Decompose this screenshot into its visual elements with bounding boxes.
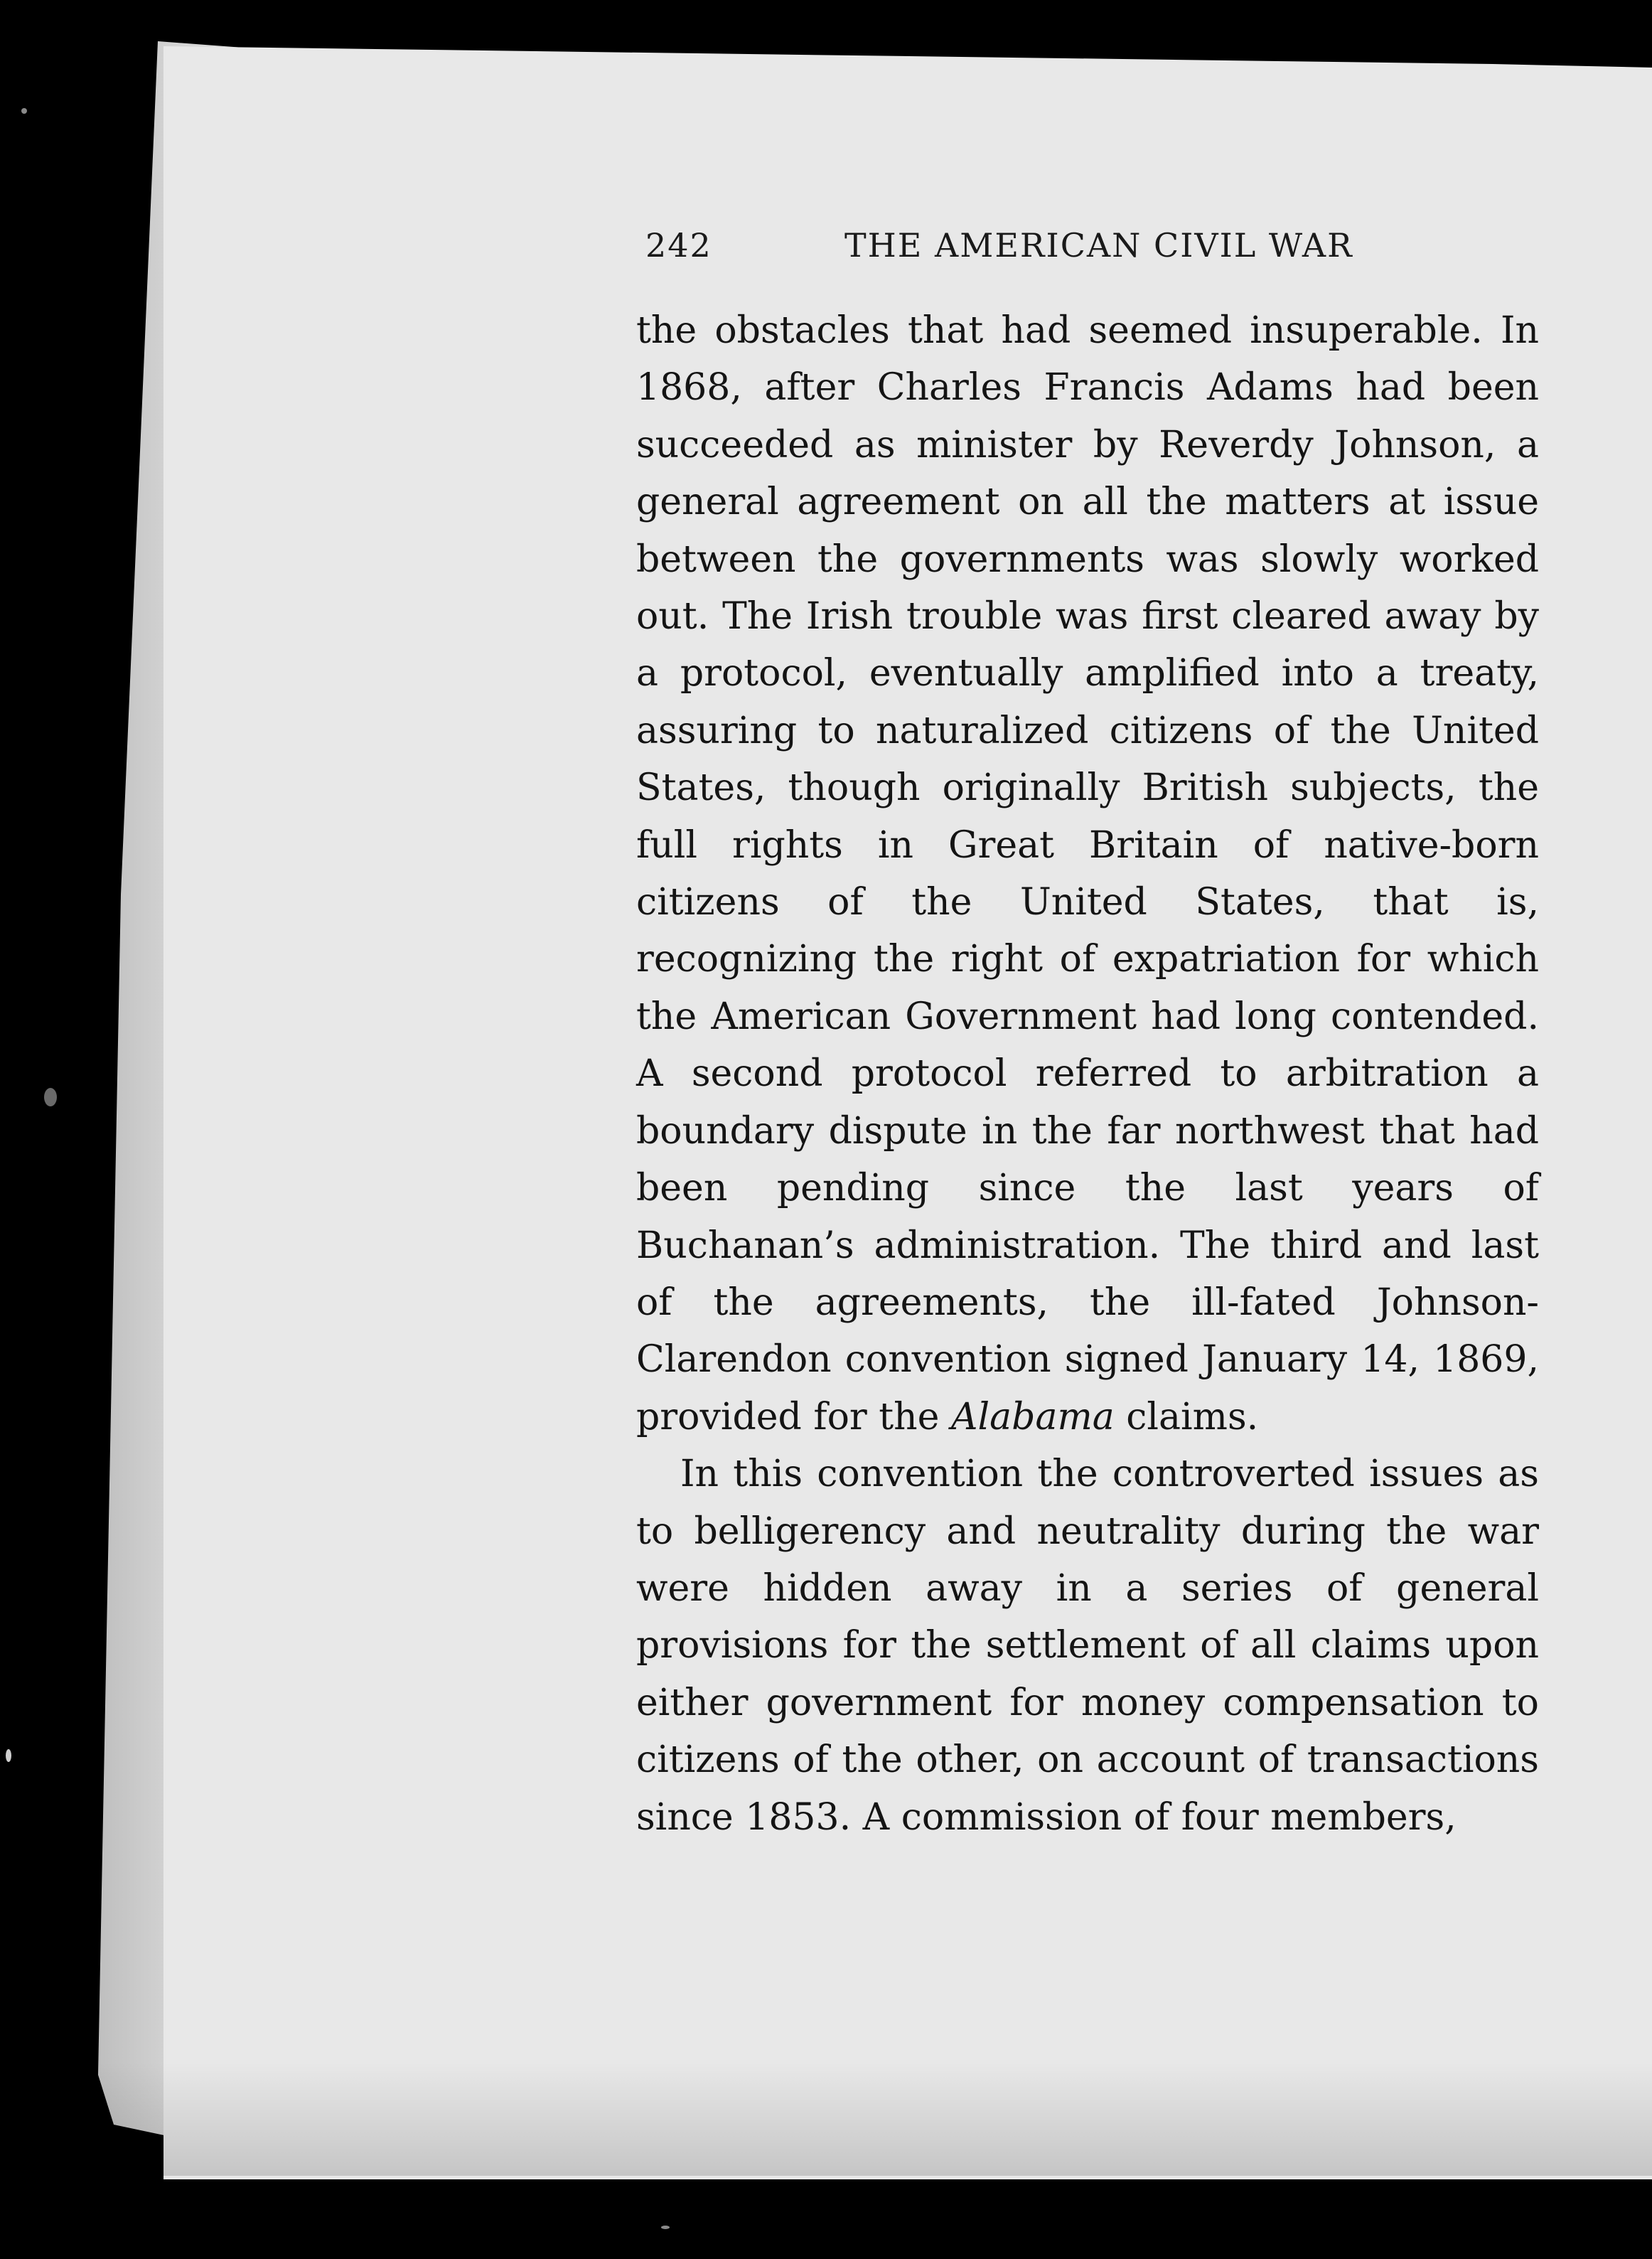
paragraph-text: In this convention the controverted issues as to belligerency and neutrality during the war were hidden away in a series of general provisions for the settlement of all claims upon either government for money compensation to citizens of the other, on account of transactions since 1853. A commission of four members, [636,1453,1539,1839]
paragraph-text: claims. [1126,1395,1259,1438]
ship-name-italic: Alabama [950,1395,1115,1438]
dust-speck [21,108,27,114]
paragraph-text: the obstacles that had seemed insuperable. In 1868, after Charles Francis Adams had been succeeded as minister by Reverdy Johnson, a general agreement on all the matters at issue between the governments was slowly worked out. The Irish trouble was first cleared away by a protocol, eventually amplified into a treaty, assuring to naturalized citizens of the United States, though originally British subjects, the full rights in Great Britain of native-born citizens of the United States, that is, recognizing the right of expatriation for which the American Government had long contended. A second protocol referred to arbitration a boundary dispute in the far northwest that had been pending since the last years of Buchanan’s administration. The third and last of the agreements, the ill-fated Johnson-Clarendon convention signed January 14, 1869, provided for the [636,309,1539,1438]
dust-speck [6,1749,11,1762]
running-title: THE AMERICAN CIVIL WAR [844,226,1353,265]
page-bottom-shadow [100,2062,1652,2176]
paragraph [636,302,1539,1446]
running-header [645,226,1356,276]
dust-speck [661,2226,670,2229]
page-number: 242 [645,226,712,265]
body-text [636,302,1539,1846]
paragraph [636,1446,1539,1846]
dust-speck [44,1088,57,1106]
